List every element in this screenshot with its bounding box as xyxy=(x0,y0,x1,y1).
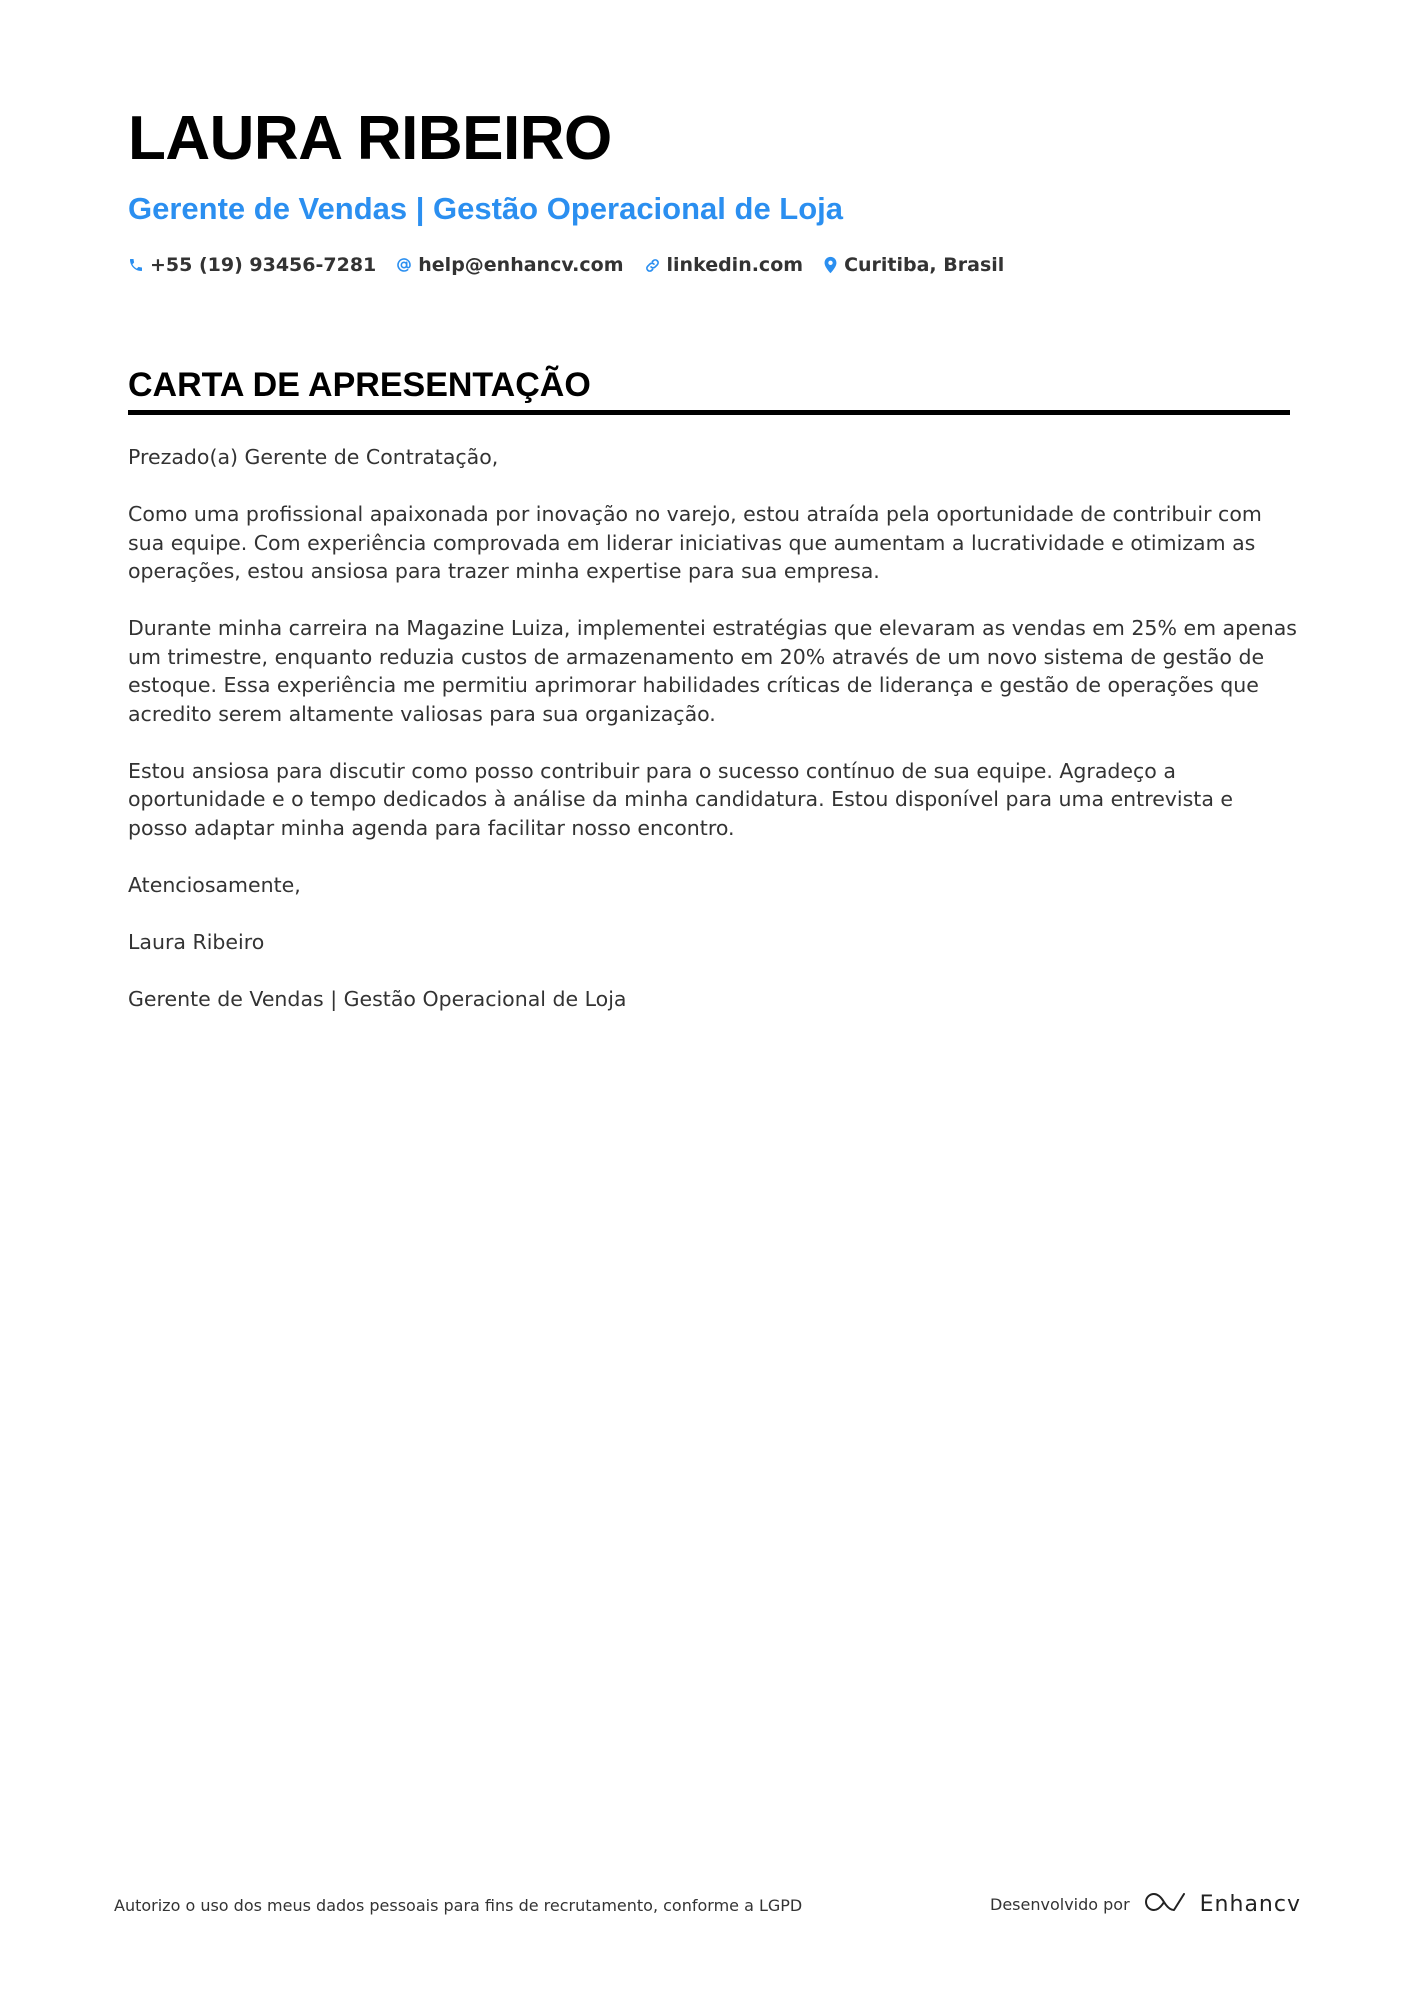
map-pin-icon xyxy=(823,256,838,274)
footer-brand[interactable] xyxy=(990,1890,1301,1918)
letter-greeting: Prezado(a) Gerente de Contratação, xyxy=(128,445,499,469)
linkedin-text: linkedin.com xyxy=(666,254,804,276)
section-divider xyxy=(128,410,1290,415)
contact-email[interactable] xyxy=(396,254,623,276)
candidate-title: Gerente de Vendas | Gestão Operacional de Loja xyxy=(128,191,844,226)
letter-body xyxy=(128,443,1298,1042)
letter-paragraph: Durante minha carreira na Magazine Luiza, implementei estratégias que elevaram as vendas em 25% em apenas um trimestre, enquanto reduzia custos de armazenamento em 20% através de um novo sistema de gestão de estoque. Essa experiência me permitiu aprimorar habilidades críticas de liderança e gestão de operações que acredito serem altamente valiosas para sua organização. xyxy=(128,616,1297,726)
letter-closing: Atenciosamente, xyxy=(128,872,301,897)
contact-bar xyxy=(128,254,1004,276)
email-text: help@enhancv.com xyxy=(418,254,624,276)
letter-paragraph: Estou ansiosa para discutir como posso contribuir para o sucesso contínuo de sua equipe. Agradeço a oportunidade e o tempo dedicados à análise da minha candidatura. Estou disponível para uma entrevista e posso adaptar minha agenda para facilitar nosso encontro. xyxy=(128,758,1234,840)
phone-icon xyxy=(128,257,144,273)
candidate-name: LAURA RIBEIRO xyxy=(128,104,612,173)
signature-name: Laura Ribeiro xyxy=(128,929,265,954)
brand-name: Enhancv xyxy=(1199,1891,1301,1917)
phone-text: +55 (19) 93456-7281 xyxy=(150,254,377,276)
contact-location xyxy=(823,254,1004,276)
enhancv-logo-icon xyxy=(1142,1890,1188,1918)
at-icon xyxy=(396,257,412,273)
link-icon xyxy=(644,257,661,274)
contact-phone[interactable] xyxy=(128,254,376,276)
location-text: Curitiba, Brasil xyxy=(844,254,1005,276)
section-title: CARTA DE APRESENTAÇÃO xyxy=(128,366,591,404)
letter-paragraph: Como uma profissional apaixonada por inovação no varejo, estou atraída pela oportunidade de contribuir com sua equipe. Com experiência comprovada em liderar iniciativas que aumentam a lucratividade e otimizam as operações, estou ansiosa para trazer minha expertise para sua empresa. xyxy=(128,502,1262,583)
signature-title: Gerente de Vendas | Gestão Operacional de Loja xyxy=(128,986,627,1011)
footer-consent: Autorizo o uso dos meus dados pessoais para fins de recrutamento, conforme a LGPD xyxy=(114,1896,803,1915)
contact-linkedin[interactable] xyxy=(644,254,804,276)
powered-by-text: Desenvolvido por xyxy=(990,1894,1130,1914)
